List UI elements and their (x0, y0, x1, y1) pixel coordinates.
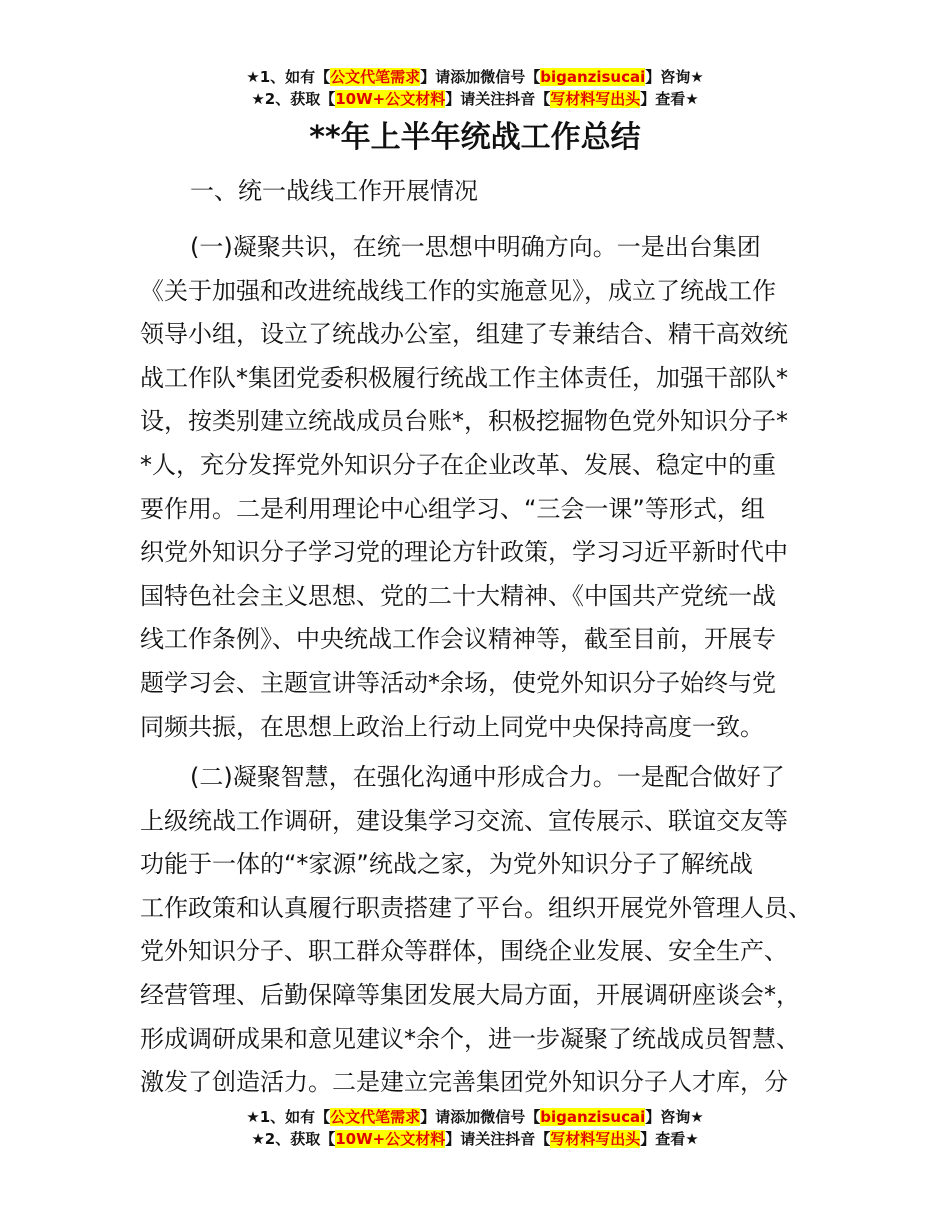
document-title: **年上半年统战工作总结 (309, 120, 641, 155)
paragraph-line: 同频共振，在思想上政治上行动上同党中央保持高度一致。 (140, 712, 764, 741)
highlight-douyin-account: 写材料写出头 (550, 90, 641, 108)
highlight-ghostwriting: 公文代笔需求 (330, 1108, 421, 1126)
paragraph-line: 形成调研成果和意见建议*余个，进一步凝聚了统战成员智慧、 (140, 1024, 800, 1053)
highlight-wechat-id: biganzisucai (540, 1108, 646, 1126)
paragraph-line: 要作用。二是利用理论中心组学习、“三会一课”等形式，组 (140, 494, 765, 523)
highlight-douyin-account: 写材料写出头 (550, 1130, 641, 1148)
paragraph-line: 领导小组，设立了统战办公室，组建了专兼结合、精干高效统 (140, 320, 788, 349)
paragraph-line: 设，按类别建立统战成员台账*，积极挖掘物色党外知识分子* (140, 407, 788, 436)
paragraph-2 (140, 756, 830, 1105)
paragraph-line: 激发了创造活力。二是建立完善集团党外知识分子人才库，分 (140, 1068, 788, 1097)
paragraph-line: (二)凝聚智慧，在强化沟通中形成合力。一是配合做好了 (190, 763, 785, 791)
promo-line-1: ★1、如有【公文代笔需求】请添加微信号【biganzisucai】咨询★ (246, 68, 704, 86)
promo-line-1: ★1、如有【公文代笔需求】请添加微信号【biganzisucai】咨询★ (246, 1108, 704, 1126)
paragraph-line: 线工作条例》、中央统战工作会议精神等，截至目前，开展专 (140, 625, 776, 654)
paragraph-line: 国特色社会主义思想、党的二十大精神、《中国共产党统一战 (140, 581, 776, 610)
paragraph-line: 上级统战工作调研，建设集学习交流、宣传展示、联谊交友等 (140, 806, 788, 835)
paragraph-line: 《关于加强和改进统战线工作的实施意见》，成立了统战工作 (140, 276, 776, 305)
paragraph-line: (一)凝聚共识，在统一思想中明确方向。一是出台集团 (190, 233, 761, 261)
paragraph-line: 功能于一体的“*家源”统战之家，为党外知识分子了解统战 (140, 850, 753, 879)
promo-banner-bottom (0, 1106, 950, 1150)
paragraph-line: 工作政策和认真履行职责搭建了平台。组织开展党外管理人员、 (140, 893, 812, 922)
paragraph-line: 题学习会、主题宣讲等活动*余场，使党外知识分子始终与党 (140, 668, 776, 697)
section-heading: 一、统一战线工作开展情况 (190, 177, 478, 205)
highlight-materials: 10W+公文材料 (335, 1130, 446, 1148)
promo-line-2: ★2、获取【10W+公文材料】请关注抖音【写材料写出头】查看★ (251, 90, 699, 108)
paragraph-line: 织党外知识分子学习党的理论方针政策，学习习近平新时代中 (140, 538, 788, 567)
paragraph-line: 经营管理、后勤保障等集团发展大局方面，开展调研座谈会*， (140, 980, 800, 1009)
promo-line-2: ★2、获取【10W+公文材料】请关注抖音【写材料写出头】查看★ (251, 1130, 699, 1148)
paragraph-1 (140, 226, 830, 749)
highlight-materials: 10W+公文材料 (335, 90, 446, 108)
highlight-wechat-id: biganzisucai (540, 68, 646, 86)
paragraph-line: *人，充分发挥党外知识分子在企业改革、发展、稳定中的重 (140, 450, 776, 479)
highlight-ghostwriting: 公文代笔需求 (330, 68, 421, 86)
paragraph-line: 党外知识分子、职工群众等群体，围绕企业发展、安全生产、 (140, 937, 788, 966)
promo-banner-top (0, 66, 950, 110)
paragraph-line: 战工作队*集团党委积极履行统战工作主体责任，加强干部队* (140, 363, 788, 392)
